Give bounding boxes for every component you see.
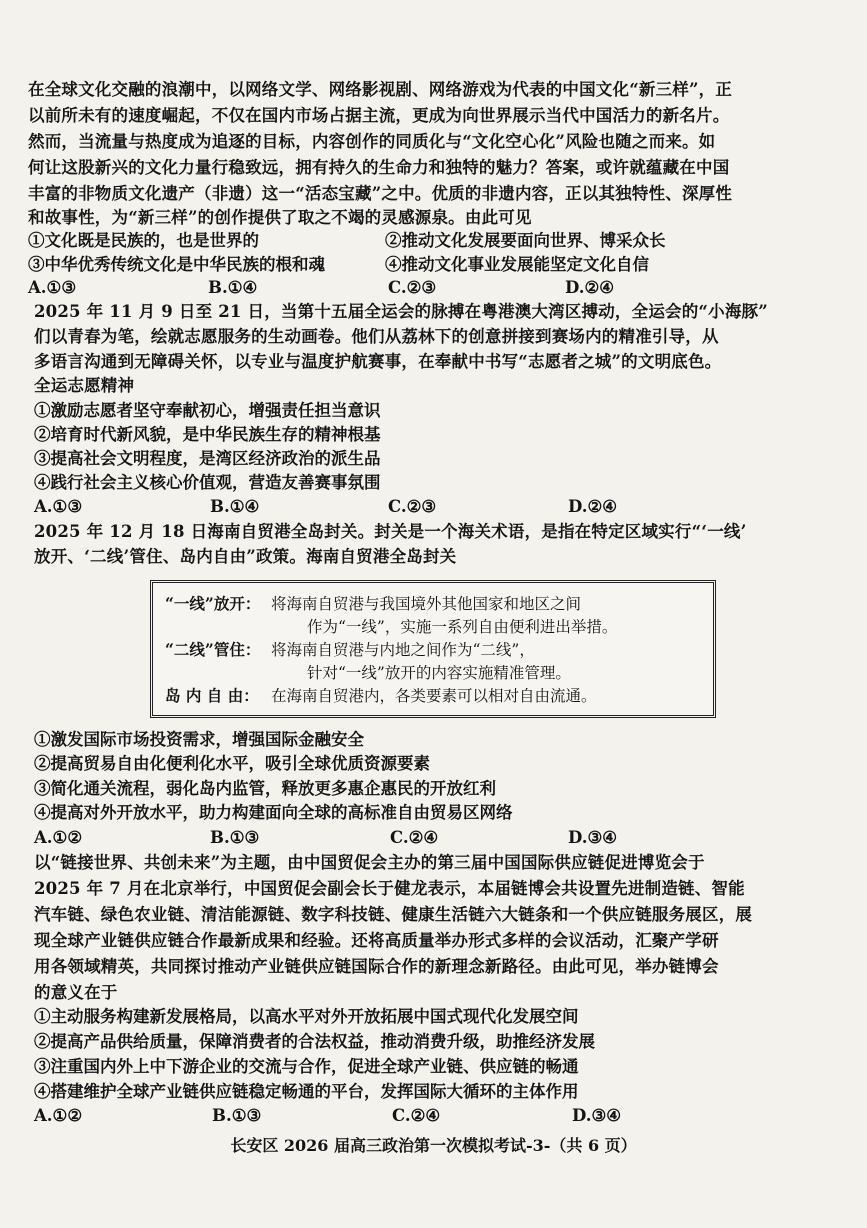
box-label-island: 岛 内 自 由：: [165, 686, 259, 705]
q1-choice-d: D.②④: [565, 278, 615, 297]
q1-statement: ①文化既是民族的，也是世界的: [28, 231, 259, 250]
q1-choice-a: A.①③: [28, 278, 77, 297]
box-text-first-line: 将海南自贸港与我国境外其他国家和地区之间: [271, 595, 582, 613]
q1-stem-line: 以前所未有的速度崛起，不仅在国内市场占据主流，更成为向世界展示当代中国活力的新名片。: [28, 106, 730, 125]
q2-statement: ②培育时代新风貌，是中华民族生存的精神根基: [34, 425, 381, 444]
q4-choice-c: C.②④: [392, 1106, 441, 1125]
q3-choice-b: B.①③: [210, 828, 260, 847]
policy-box: [150, 580, 716, 718]
q3-statement: ①激发国际市场投资需求，增强国际金融安全: [34, 730, 364, 749]
q2-stem-line: 们以青春为笔，绘就志愿服务的生动画卷。他们从荔林下的创意拼接到赛场内的精准引导，从: [34, 327, 719, 346]
q4-stem-line: 以“链接世界、共创未来”为主题，由中国贸促会主办的第三届中国国际供应链促进博览会于: [34, 853, 705, 872]
q3-statement: ④提高对外开放水平，助力构建面向全球的高标准自由贸易区网络: [34, 803, 513, 822]
q4-stem-line: 2025 年 7 月在北京举行，中国贸促会副会长于健龙表示，本届链博会共设置先进制造链、智能: [34, 879, 745, 898]
q1-statement: ②推动文化发展要面向世界、博采众长: [385, 231, 666, 250]
box-text-second-line: 将海南自贸港与内地之间作为“二线”，: [271, 641, 535, 659]
q1-choice-b: B.①④: [208, 278, 258, 297]
q3-stem-line: 放开、‘二线’管住、岛内自由”政策。海南自贸港全岛封关: [34, 547, 457, 566]
q2-choice-b: B.①④: [210, 497, 260, 516]
q2-choice-a: A.①③: [34, 497, 83, 516]
q4-statement: ①主动服务构建新发展格局，以高水平对外开放拓展中国式现代化发展空间: [34, 1007, 579, 1026]
box-label-first-line: “一线”放开：: [165, 594, 261, 613]
q3-choice-c: C.②④: [390, 828, 439, 847]
box-label-second-line: “二线”管住：: [165, 640, 261, 659]
q4-choice-d: D.③④: [572, 1106, 622, 1125]
q2-stem-line: 多语言沟通到无障碍关怀，以专业与温度护航赛事，在奉献中书写“志愿者之城”的文明底色。: [34, 352, 722, 371]
q4-choice-b: B.①③: [212, 1106, 262, 1125]
q1-stem-line: 和故事性，为“新三样”的创作提供了取之不竭的灵感源泉。由此可见: [28, 208, 532, 227]
q1-choice-c: C.②③: [388, 278, 437, 297]
q4-choice-a: A.①②: [34, 1106, 83, 1125]
page-footer: 长安区 2026 届高三政治第一次模拟考试-3-（共 6 页）: [230, 1136, 637, 1155]
q3-statement: ③简化通关流程，弱化岛内监管，释放更多惠企惠民的开放红利: [34, 779, 496, 798]
q4-stem-line: 的意义在于: [34, 983, 118, 1002]
q2-statement: ①激励志愿者坚守奉献初心，增强责任担当意识: [34, 401, 381, 420]
q2-choice-c: C.②③: [388, 497, 437, 516]
q3-statement: ②提高贸易自由化便利化水平，吸引全球优质资源要素: [34, 754, 430, 773]
q4-stem-line: 现全球产业链供应链合作最新成果和经验。还将高质量举办形式多样的会议活动，汇聚产学研: [34, 931, 719, 950]
q2-statement: ④践行社会主义核心价值观，营造友善赛事氛围: [34, 473, 381, 492]
q2-statement: ③提高社会文明程度，是湾区经济政治的派生品: [34, 449, 381, 468]
q1-stem-line: 在全球文化交融的浪潮中，以网络文学、网络影视剧、网络游戏为代表的中国文化“新三样”，正: [28, 80, 733, 99]
q1-stem-line: 丰富的非物质文化遗产（非遗）这一“活态宝藏”之中。优质的非遗内容，正以其独特性、深厚性: [28, 184, 733, 203]
q2-stem-line: 2025 年 11 月 9 日至 21 日，当第十五届全运会的脉搏在粤港澳大湾区搏动，全运会的“小海豚”: [34, 302, 768, 321]
q2-stem-line: 全运志愿精神: [34, 376, 135, 395]
q4-statement: ②提高产品供给质量，保障消费者的合法权益，推动消费升级，助推经济发展: [34, 1032, 595, 1051]
q2-choice-d: D.②④: [568, 497, 618, 516]
q1-statement: ④推动文化事业发展能坚定文化自信: [385, 255, 649, 274]
q1-stem-line: 然而，当流量与热度成为追逐的目标，内容创作的同质化与“文化空心化”风险也随之而来。如: [28, 132, 716, 151]
q4-stem-line: 汽车链、绿色农业链、清洁能源链、数字科技链、健康生活链六大链条和一个供应链服务展区，展: [34, 905, 753, 924]
q1-statement: ③中华优秀传统文化是中华民族的根和魂: [28, 255, 325, 274]
q4-statement: ④搭建维护全球产业链供应链稳定畅通的平台，发挥国际大循环的主体作用: [34, 1082, 579, 1101]
q4-stem-line: 用各领域精英，共同探讨推动产业链供应链国际合作的新理念新路径。由此可见，举办链博会: [34, 957, 719, 976]
box-text-island: 在海南自贸港内，各类要素可以相对自由流通。: [271, 687, 597, 705]
q3-choice-d: D.③④: [568, 828, 618, 847]
q3-stem-line: 2025 年 12 月 18 日海南自贸港全岛封关。封关是一个海关术语，是指在特定区域实行“‘一线’: [34, 522, 747, 541]
box-text-first-line-cont: 作为“一线”，实施一系列自由便利进出举措。: [307, 618, 618, 636]
q4-statement: ③注重国内外上中下游企业的交流与合作，促进全球产业链、供应链的畅通: [34, 1057, 579, 1076]
q3-choice-a: A.①②: [34, 828, 83, 847]
q1-stem-line: 何让这股新兴的文化力量行稳致远，拥有持久的生命力和独特的魅力？答案，或许就蕴藏在中国: [28, 158, 730, 177]
box-text-second-line-cont: 针对“一线”放开的内容实施精准管理。: [307, 664, 571, 682]
